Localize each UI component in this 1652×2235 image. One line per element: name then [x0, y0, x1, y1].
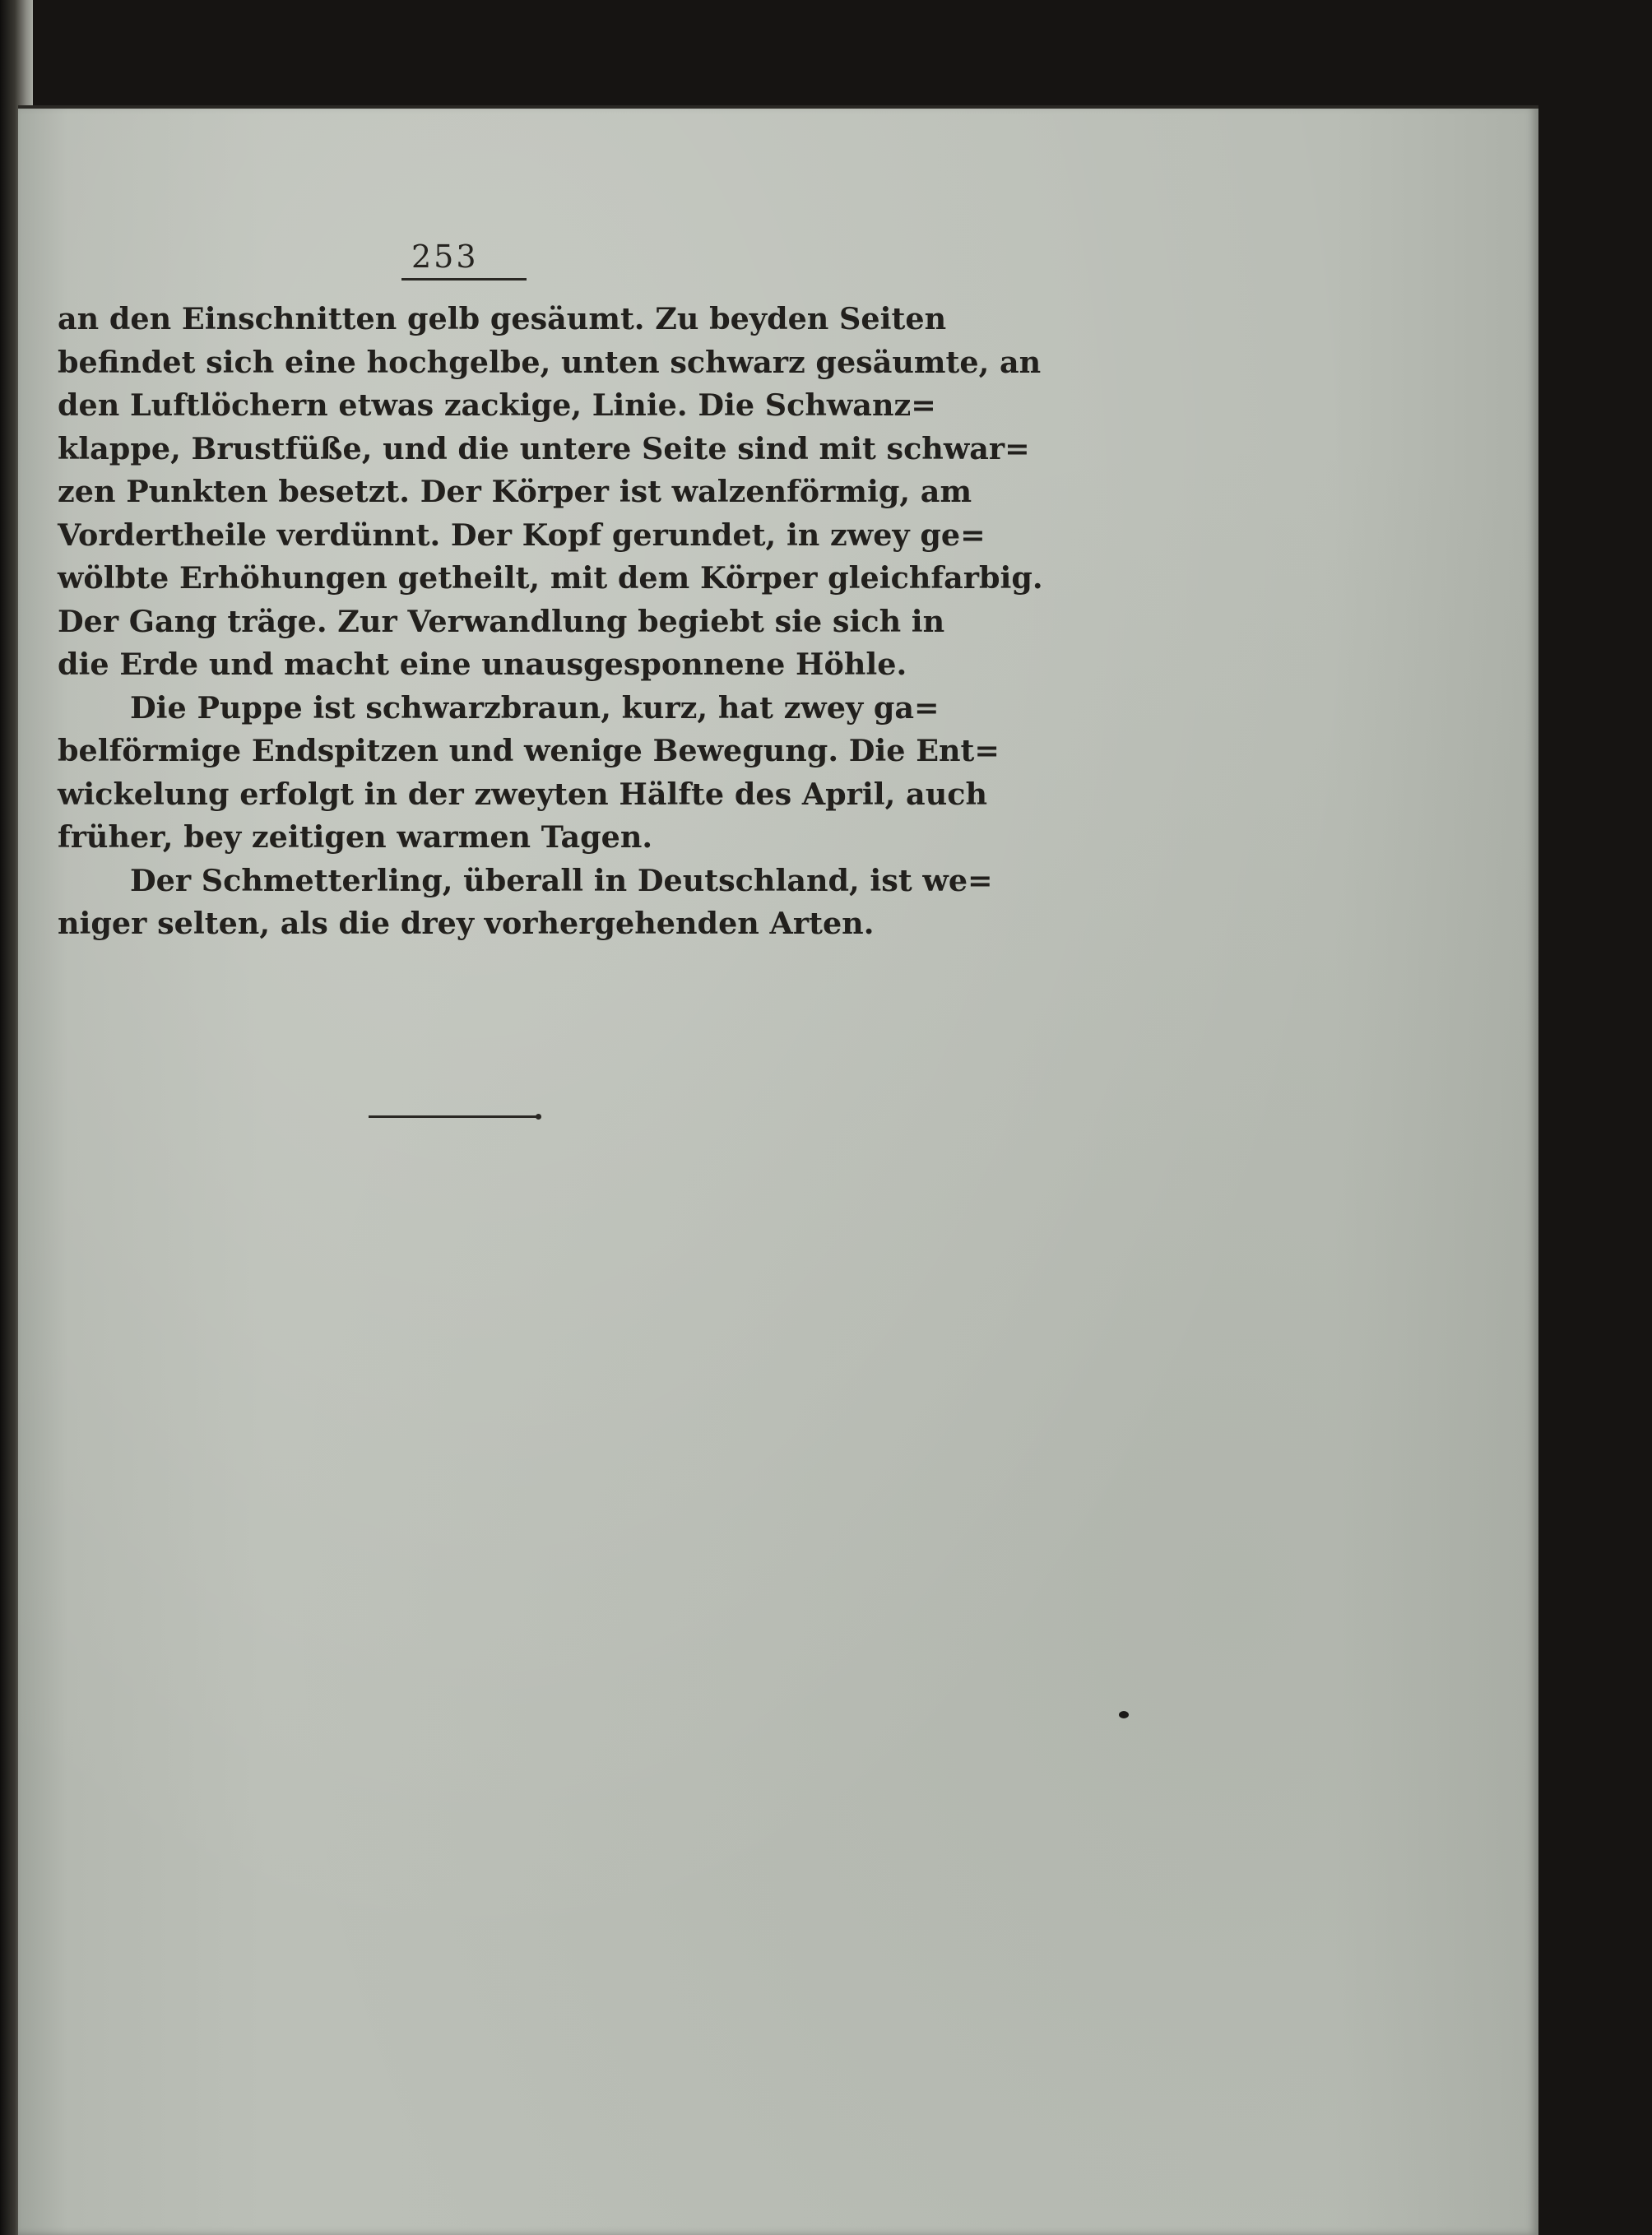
text-line: Der Schmetterling, überall in Deutschland, ist we= [130, 862, 993, 898]
text-line: Die Puppe ist schwarzbraun, kurz, hat zwey ga= [130, 689, 940, 726]
text-line: wickelung erfolgt in der zweyten Hälfte des April, auch [58, 776, 988, 812]
text-line: zen Punkten besetzt. Der Körper ist walzenförmig, am [58, 474, 972, 509]
text-line: befindet sich eine hochgelbe, unten schwarz gesäumte, an [58, 344, 1042, 380]
closing-rule [369, 1115, 536, 1118]
text-line: die Erde und macht eine unausgesponnene Höhle. [58, 647, 907, 682]
text-line: Der Gang träge. Zur Verwandlung begiebt sie sich in [58, 603, 945, 639]
text-line: Vordertheile verdünnt. Der Kopf gerundet, in zwey ge= [58, 517, 986, 553]
text-line: früher, bey zeitigen warmen Tagen. [58, 819, 653, 855]
ink-speck [1119, 1711, 1129, 1718]
text-line: niger selten, als die drey vorhergehenden Arten. [58, 906, 875, 941]
text-line: klappe, Brustfüße, und die untere Seite sind mit schwar= [58, 430, 1030, 466]
page-number-rule [401, 278, 527, 281]
text-line: belförmige Endspitzen und wenige Bewegung. Die Ent= [58, 733, 1000, 768]
text-line: wölbte Erhöhungen getheilt, mit dem Körper gleichfarbig. [58, 560, 1043, 596]
text-line: an den Einschnitten gelb gesäumt. Zu beyden Seiten [58, 301, 947, 336]
body-text [58, 298, 1043, 946]
text-line: den Luftlöchern etwas zackige, Linie. Die Schwanz= [58, 387, 936, 423]
page-number: 253 [411, 239, 479, 275]
